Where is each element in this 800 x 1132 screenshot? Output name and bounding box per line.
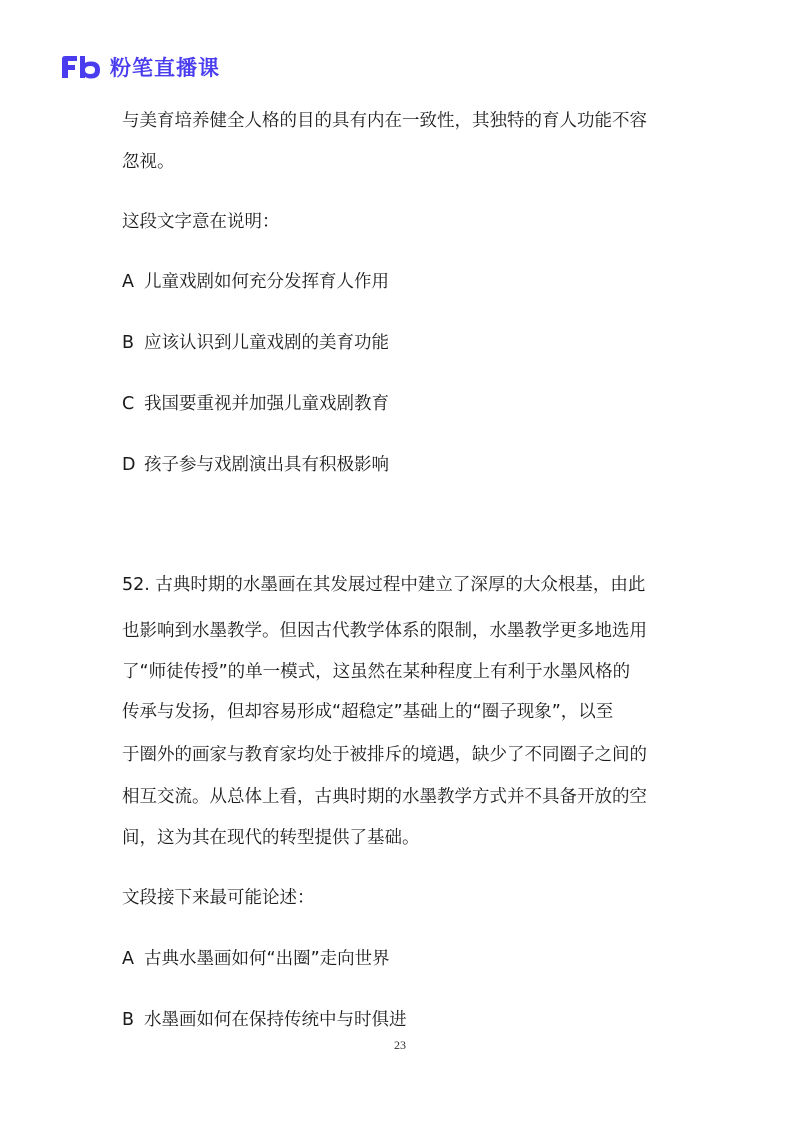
- page-number: 23: [394, 1038, 406, 1052]
- q52-passage-line: 于圈外的画家与教育家均处于被排斥的境遇，缺少了不同圈子之间的: [122, 745, 647, 765]
- q52-prompt: 文段接下来最可能论述：: [122, 888, 315, 908]
- q52-passage-line: 传承与发扬，但却容易形成“超稳定”基础上的“圈子现象”，以至: [122, 702, 614, 722]
- q52-passage-line: 了“师徒传授”的单一模式，这虽然在某种程度上有利于水墨风格的: [122, 662, 631, 682]
- option-letter: A: [122, 949, 134, 969]
- q51-option-a: [122, 270, 389, 294]
- brand-name: 粉笔直播课: [110, 56, 220, 80]
- q52-passage-line: 也影响到水墨教学。但因古代教学体系的限制，水墨教学更多地选用: [122, 621, 647, 641]
- q51-option-d: [122, 453, 389, 477]
- q52-option-a: [122, 947, 390, 971]
- fb-logo-icon: [60, 54, 102, 80]
- option-letter: B: [122, 1010, 135, 1030]
- q52-passage-line: 相互交流。从总体上看，古典时期的水墨教学方式并不具备开放的空: [122, 787, 647, 807]
- option-text: 孩子参与戏剧演出具有积极影响: [144, 455, 389, 475]
- q51-prompt: 这段文字意在说明：: [122, 212, 280, 232]
- option-letter: D: [122, 455, 136, 475]
- q52-passage-line: 52. 古典时期的水墨画在其发展过程中建立了深厚的大众根基，由此: [122, 575, 646, 595]
- q52-option-b: [122, 1008, 407, 1032]
- q51-passage-line: 与美育培养健全人格的目的具有内在一致性，其独特的育人功能不容: [122, 111, 647, 131]
- q51-option-b: [122, 331, 389, 355]
- option-text: 我国要重视并加强儿童戏剧教育: [144, 394, 389, 414]
- q52-passage-line: 间，这为其在现代的转型提供了基础。: [122, 828, 420, 848]
- option-text: 古典水墨画如何“出圈”走向世界: [144, 949, 390, 969]
- q51-passage-line: 忽视。: [122, 152, 175, 172]
- option-text: 应该认识到儿童戏剧的美育功能: [144, 333, 389, 353]
- option-text: 儿童戏剧如何充分发挥育人作用: [144, 272, 389, 292]
- option-letter: A: [122, 272, 134, 292]
- brand-logo: [60, 52, 220, 82]
- q51-option-c: [122, 392, 389, 416]
- option-letter: B: [122, 333, 135, 353]
- option-letter: C: [122, 394, 135, 414]
- option-text: 水墨画如何在保持传统中与时俱进: [144, 1010, 407, 1030]
